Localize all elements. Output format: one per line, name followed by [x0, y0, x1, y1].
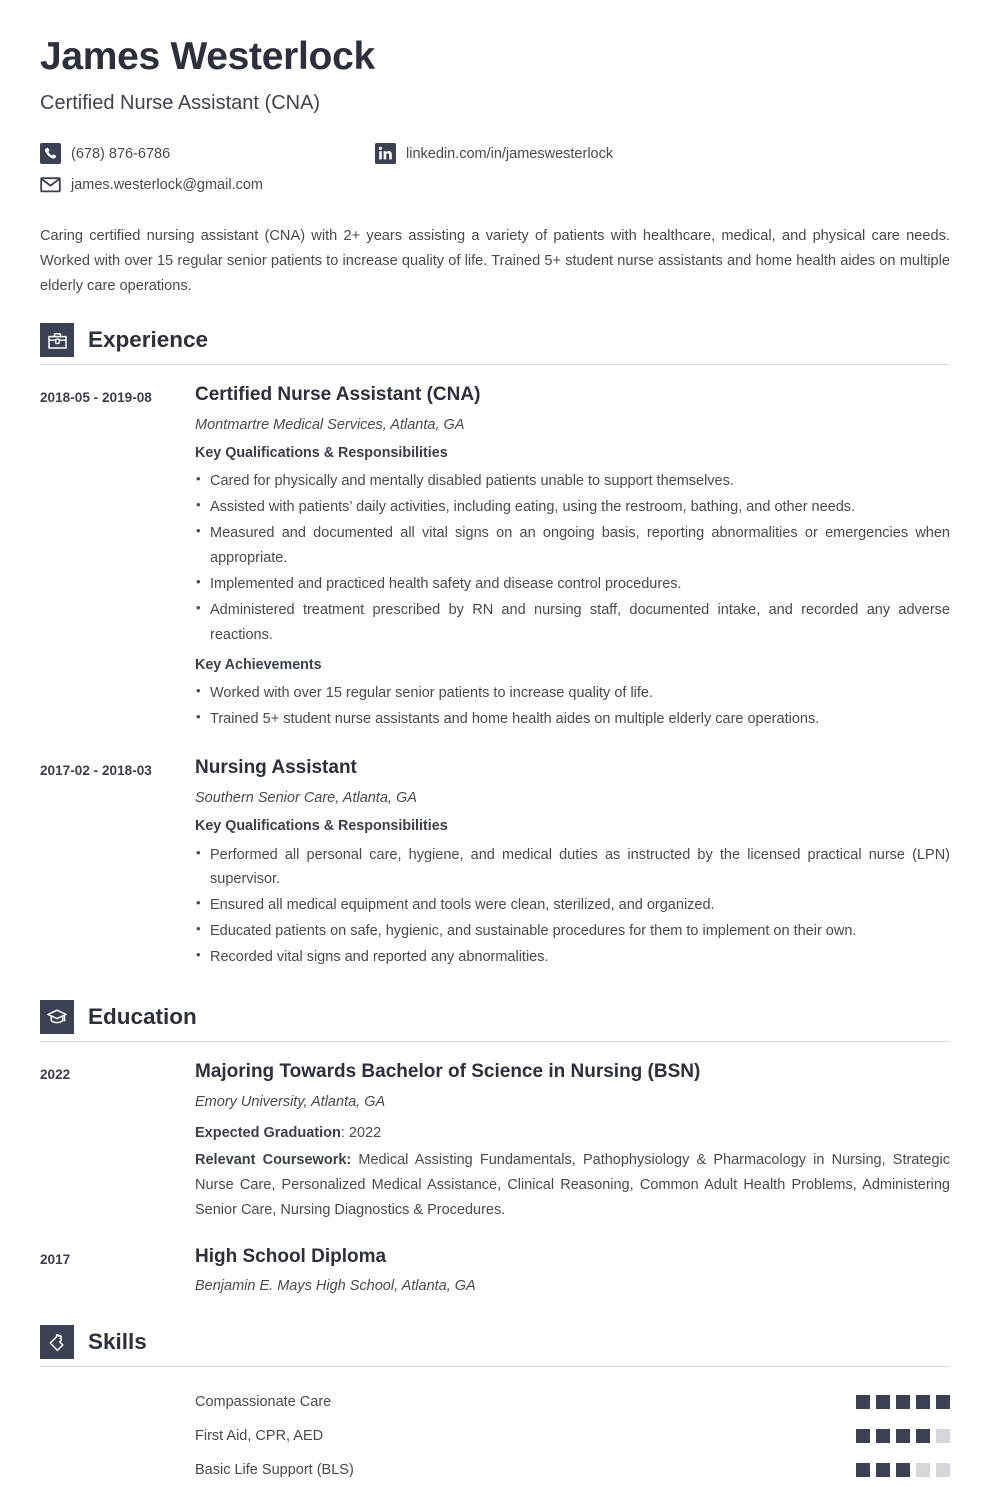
list-item: • Worked with over 15 regular senior patients to increase quality of life. — [195, 681, 950, 706]
skill-rating — [856, 1463, 950, 1477]
contact-linkedin[interactable] — [375, 143, 613, 164]
phone-text: (678) 876-6786 — [71, 145, 171, 162]
rating-square-filled — [916, 1395, 930, 1409]
education-entry — [40, 1060, 950, 1224]
puzzle-piece-icon — [40, 1325, 74, 1359]
education-details — [195, 1245, 950, 1306]
education-degree: Majoring Towards Bachelor of Science in Nursing (BSN) — [195, 1061, 701, 1083]
experience-job-title: Certified Nurse Assistant (CNA) — [195, 384, 481, 406]
list-item: • Educated patients on safe, hygienic, and sustainable procedures for them to implement on their own. — [195, 919, 950, 944]
section-title-experience: Experience — [88, 326, 209, 352]
education-entry — [40, 1245, 950, 1306]
section-title-education: Education — [88, 1003, 197, 1029]
list-item: • Cared for physically and mentally disabled patients unable to support themselves. — [195, 469, 950, 494]
section-title-skills: Skills — [88, 1328, 147, 1354]
rating-square-filled — [856, 1395, 870, 1409]
candidate-job-title: Certified Nurse Assistant (CNA) — [40, 91, 321, 114]
experience-company: Montmartre Medical Services, Atlanta, GA — [195, 416, 465, 433]
qualifications-heading: Key Qualifications & Responsibilities — [195, 444, 448, 461]
spacer — [40, 742, 950, 756]
contact-email[interactable] — [40, 174, 375, 195]
experience-company: Southern Senior Care, Atlanta, GA — [195, 790, 417, 807]
relevant-coursework — [195, 1148, 950, 1223]
experience-entry — [40, 383, 950, 740]
contact-row-2 — [40, 172, 950, 198]
list-item: • Ensured all medical equipment and tools were clean, sterilized, and organized. — [195, 893, 950, 918]
coursework-label: Relevant Coursework: — [195, 1151, 352, 1168]
expected-graduation-value: : 2022 — [340, 1124, 382, 1141]
education-school: Benjamin E. Mays High School, Atlanta, GA — [195, 1278, 476, 1295]
list-item: • Recorded vital signs and reported any abnormalities. — [195, 945, 950, 970]
achievements-heading: Key Achievements — [195, 656, 322, 673]
education-date: 2022 — [40, 1067, 71, 1083]
skill-item — [195, 1419, 950, 1453]
list-item: • Administered treatment prescribed by RN and nursing staff, documented intake, and recorded any adverse reactions. — [195, 598, 950, 648]
rating-square-filled — [916, 1429, 930, 1443]
list-item: • Trained 5+ student nurse assistants and home health aides on multiple elderly care operations. — [195, 707, 950, 732]
linkedin-text: linkedin.com/in/jameswesterlock — [406, 145, 614, 162]
qualifications-list — [195, 843, 950, 971]
education-date: 2017 — [40, 1251, 71, 1267]
rating-square-empty — [916, 1463, 930, 1477]
skill-rating — [856, 1395, 950, 1409]
education-degree: High School Diploma — [195, 1245, 387, 1267]
experience-details — [195, 756, 950, 978]
graduation-cap-icon — [40, 1000, 74, 1034]
achievements-list — [195, 681, 950, 732]
rating-square-empty — [936, 1463, 950, 1477]
list-item: • Performed all personal care, hygiene, and medical duties as instructed by the licensed practical nurse (LPN) supervisor. — [195, 843, 950, 893]
rating-square-filled — [856, 1429, 870, 1443]
rating-square-filled — [936, 1395, 950, 1409]
linkedin-icon — [375, 143, 396, 164]
experience-entry — [40, 756, 950, 978]
rating-square-filled — [896, 1463, 910, 1477]
list-item: • Assisted with patients’ daily activities, including eating, using the restroom, bathing, and other needs. — [195, 495, 950, 520]
rating-square-filled — [876, 1395, 890, 1409]
contact-row-1 — [40, 141, 950, 167]
skill-item — [195, 1453, 950, 1487]
skill-item — [195, 1385, 950, 1419]
list-item: • Implemented and practiced health safety and disease control procedures. — [195, 572, 950, 597]
section-header-education — [40, 1000, 950, 1034]
rating-square-filled — [876, 1463, 890, 1477]
rating-square-filled — [856, 1463, 870, 1477]
email-text: james.westerlock@gmail.com — [71, 176, 263, 193]
expected-graduation-label: Expected Graduation — [195, 1124, 341, 1141]
rating-square-filled — [896, 1429, 910, 1443]
skill-name: Compassionate Care — [195, 1393, 332, 1410]
skill-name: Basic Life Support (BLS) — [195, 1461, 354, 1478]
experience-date: 2017-02 - 2018-03 — [40, 763, 152, 779]
expected-graduation — [195, 1121, 950, 1146]
qualifications-heading: Key Qualifications & Responsibilities — [195, 817, 448, 834]
contact-info — [40, 141, 950, 198]
skill-name: First Aid, CPR, AED — [195, 1427, 324, 1444]
section-divider-skills — [40, 1366, 950, 1367]
section-header-skills — [40, 1325, 950, 1359]
rating-square-empty — [936, 1429, 950, 1443]
experience-details — [195, 383, 950, 740]
envelope-icon — [40, 174, 61, 195]
coursework-value: Medical Assisting Fundamentals, Pathophysiology & Pharmacology in Nursing, Strategic Nurse Care, Personalized Medical Assistance, Clinical Reasoning, Common Adult Health Problems, Administering Senior Care, Nursing Diagnostics & Procedures. — [195, 1151, 950, 1218]
qualifications-list — [195, 469, 950, 648]
contact-phone[interactable] — [40, 143, 375, 164]
education-school: Emory University, Atlanta, GA — [195, 1093, 386, 1110]
list-item: • Measured and documented all vital signs on an ongoing basis, reporting abnormalities or emergencies when appropriate. — [195, 521, 950, 571]
section-divider-education — [40, 1041, 950, 1042]
professional-summary: Caring certified nursing assistant (CNA) with 2+ years assisting a variety of patients with healthcare, medical, and physical care needs. Worked with over 15 regular senior patients to increase quality of life. Trained 5+ student nurse assistants and home health aides on multiple elderly care operations. — [40, 227, 950, 295]
section-divider-experience — [40, 364, 950, 365]
briefcase-icon — [40, 323, 74, 357]
phone-icon — [40, 143, 61, 164]
rating-square-filled — [896, 1395, 910, 1409]
experience-job-title: Nursing Assistant — [195, 757, 357, 779]
education-details — [195, 1060, 950, 1224]
rating-square-filled — [876, 1429, 890, 1443]
candidate-name: James Westerlock — [40, 35, 375, 78]
section-header-experience — [40, 323, 950, 357]
experience-date: 2018-05 - 2019-08 — [40, 390, 152, 406]
skill-rating — [856, 1429, 950, 1443]
